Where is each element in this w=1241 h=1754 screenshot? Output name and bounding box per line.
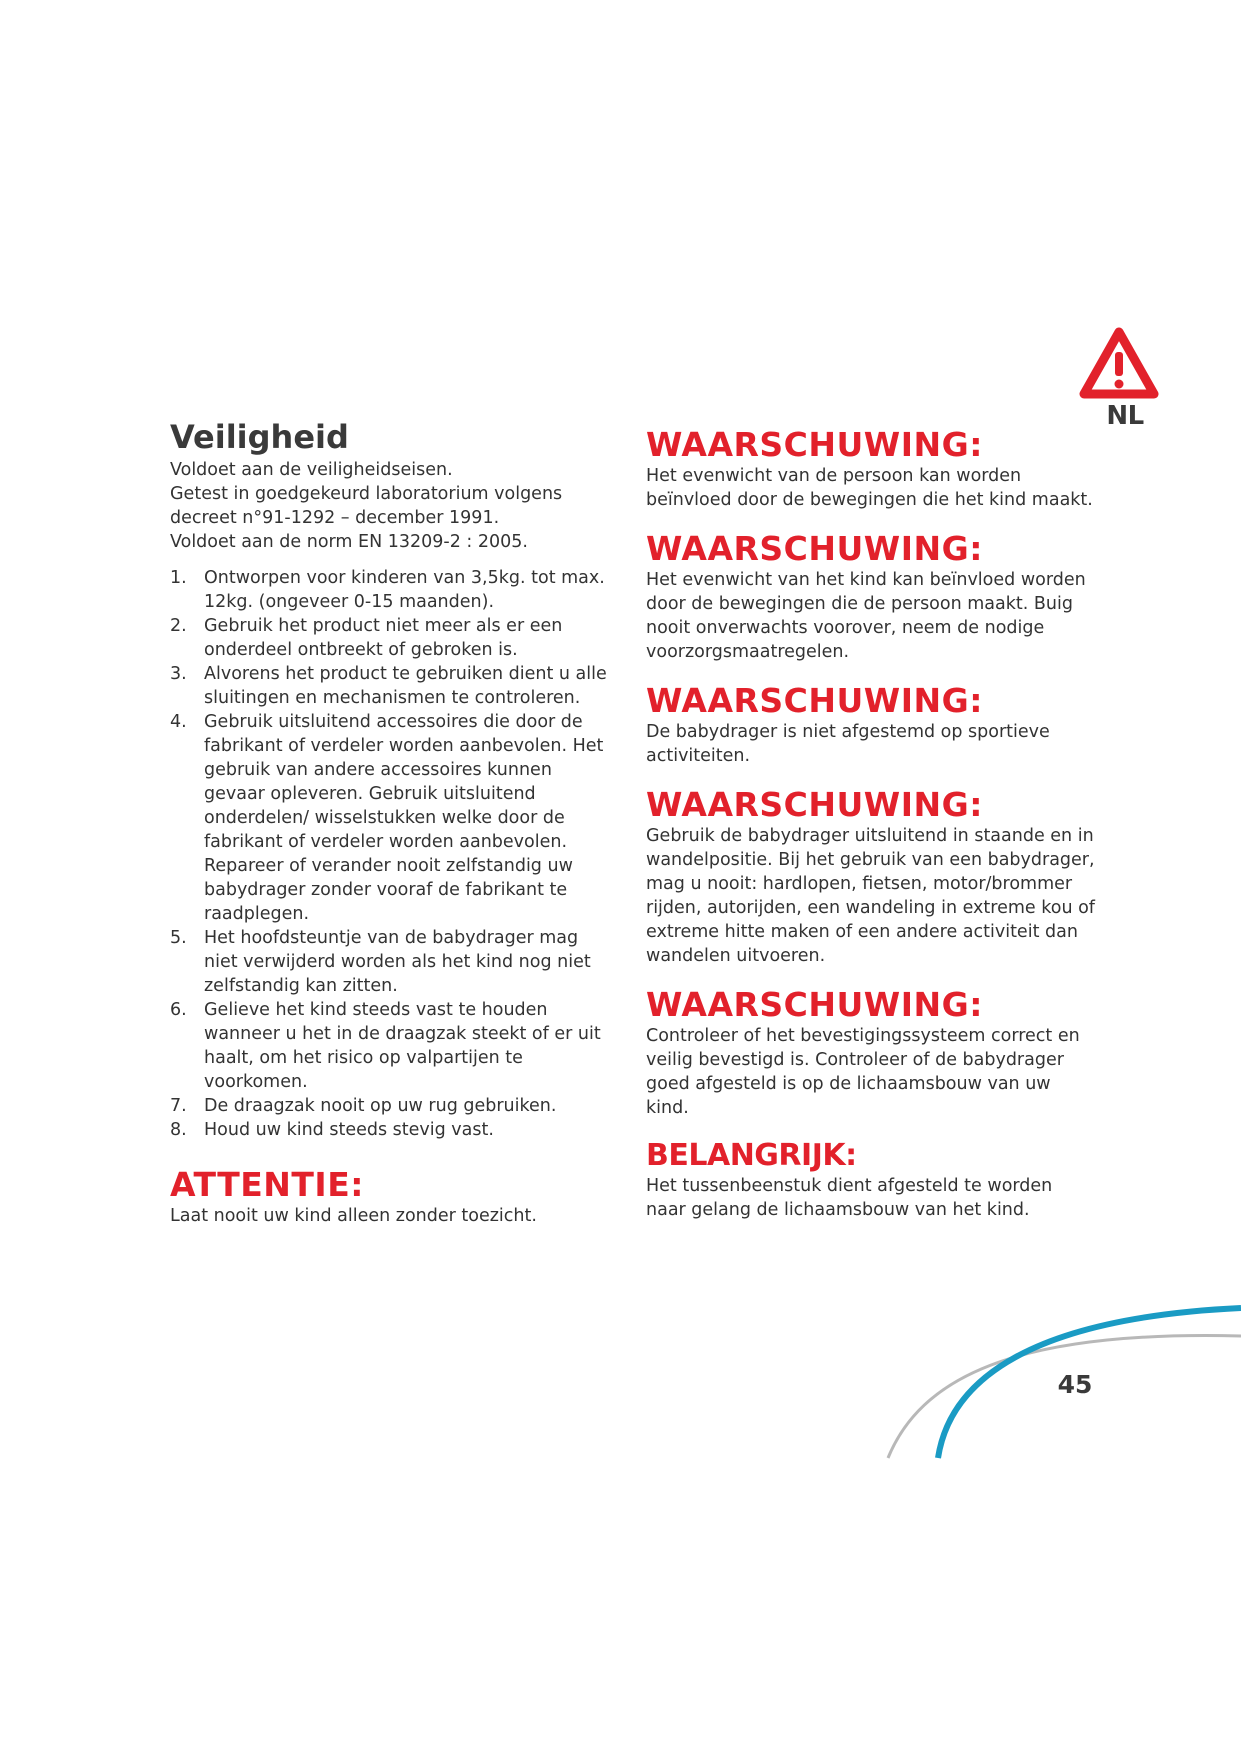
warning-block	[646, 786, 1096, 968]
belangrijk-block	[646, 1138, 1096, 1222]
intro-line: Getest in goedgekeurd laboratorium volgens	[170, 484, 563, 504]
warning-block	[646, 986, 1096, 1120]
safety-list	[170, 566, 610, 1142]
list-number: 5.	[170, 928, 187, 948]
warning-text: Controleer of het bevestigingssysteem correct en veilig bevestigd is. Controleer of de babydrager goed afgesteld is op de lichaamsbouw van uw kind.	[646, 1026, 1080, 1118]
list-text: Gebruik het product niet meer als er een onderdeel ontbreekt of gebroken is.	[204, 616, 563, 660]
warnings-column	[646, 426, 1096, 1240]
warning-heading: WAARSCHUWING:	[646, 425, 983, 464]
warning-text: De babydrager is niet afgestemd op sportieve activiteiten.	[646, 722, 1050, 766]
page-number: 45	[1057, 1370, 1093, 1399]
section-title: Veiligheid	[170, 418, 349, 456]
safety-column	[170, 418, 610, 1228]
list-number: 8.	[170, 1120, 187, 1140]
list-item	[170, 566, 610, 614]
list-number: 1.	[170, 568, 187, 588]
attentie-heading: ATTENTIE:	[170, 1165, 364, 1204]
list-item	[170, 998, 610, 1094]
intro-line: Voldoet aan de norm EN 13209-2 : 2005.	[170, 532, 528, 552]
warning-triangle-icon	[1078, 326, 1160, 402]
list-item	[170, 614, 610, 662]
list-item	[170, 926, 610, 998]
list-text: Gebruik uitsluitend accessoires die door de fabrikant of verdeler worden aanbevolen. Het gebruik van andere accessoires kunnen gevaar opleveren. Gebruik uitsluitend onderdelen/ wisselstukken welke door de fabrikant of verdeler worden aanbevolen. Repareer of verander nooit zelfstandig uw babydrager zonder vooraf de fabrikant te raadplegen.	[204, 712, 604, 924]
list-item	[170, 1094, 610, 1118]
warning-text: Gebruik de babydrager uitsluitend in staande en in wandelpositie. Bij het gebruik van een babydrager, mag u nooit: hardlopen, fietsen, motor/brommer rijden, autorijden, een wandeling in extreme kou of extreme hitte maken of een andere activiteit dan wandelen uitvoeren.	[646, 826, 1095, 966]
list-text: Ontworpen voor kinderen van 3,5kg. tot max. 12kg. (ongeveer 0-15 maanden).	[204, 568, 605, 612]
list-text: Houd uw kind steeds stevig vast.	[204, 1120, 494, 1140]
list-item	[170, 662, 610, 710]
list-text: Gelieve het kind steeds vast te houden wanneer u het in de draagzak steekt of er uit haalt, om het risico op valpartijen te voorkomen.	[204, 1000, 601, 1092]
warning-block	[646, 426, 1096, 512]
warning-text: Het evenwicht van het kind kan beïnvloed worden door de bewegingen die de persoon maakt. Buig nooit onverwachts voorover, neem de nodige voorzorgsmaatregelen.	[646, 570, 1086, 662]
list-number: 3.	[170, 664, 187, 684]
warning-text: Het evenwicht van de persoon kan worden beïnvloed door de bewegingen die het kind maakt.	[646, 466, 1093, 510]
list-item	[170, 710, 610, 926]
intro-line: decreet n°91-1292 – december 1991.	[170, 508, 500, 528]
warning-heading: WAARSCHUWING:	[646, 529, 983, 568]
attentie-text: Laat nooit uw kind alleen zonder toezicht.	[170, 1206, 537, 1226]
warning-heading: WAARSCHUWING:	[646, 681, 983, 720]
list-text: Het hoofdsteuntje van de babydrager mag niet verwijderd worden als het kind nog niet zelfstandig kan zitten.	[204, 928, 591, 996]
list-text: Alvorens het product te gebruiken dient u alle sluitingen en mechanismen te controleren.	[204, 664, 607, 708]
list-text: De draagzak nooit op uw rug gebruiken.	[204, 1096, 557, 1116]
list-number: 4.	[170, 712, 187, 732]
belangrijk-text: Het tussenbeenstuk dient afgesteld te worden naar gelang de lichaamsbouw van het kind.	[646, 1176, 1053, 1220]
list-number: 6.	[170, 1000, 187, 1020]
list-number: 2.	[170, 616, 187, 636]
warning-heading: WAARSCHUWING:	[646, 985, 983, 1024]
warning-heading: WAARSCHUWING:	[646, 785, 983, 824]
list-number: 7.	[170, 1096, 187, 1116]
intro-line: Voldoet aan de veiligheidseisen.	[170, 460, 453, 480]
list-item	[170, 1118, 610, 1142]
warning-block	[646, 530, 1096, 664]
belangrijk-heading: BELANGRIJK:	[646, 1138, 857, 1173]
warning-block	[646, 682, 1096, 768]
language-tag: NL	[1106, 401, 1144, 431]
